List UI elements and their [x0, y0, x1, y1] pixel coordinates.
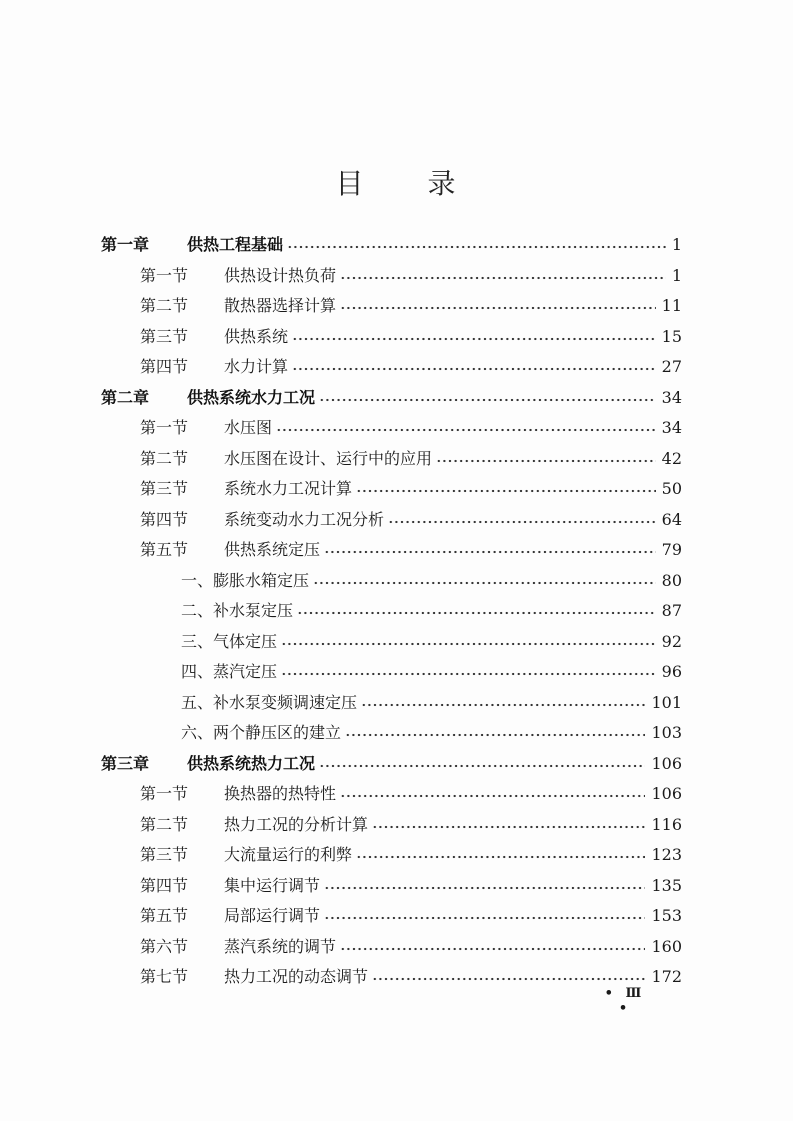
toc-entry-title: 换热器的热特性 — [224, 784, 337, 803]
toc-entry[interactable] — [101, 745, 682, 775]
toc-title-char-1: 目 — [335, 167, 366, 200]
toc-entry-number: 一、 — [181, 570, 214, 590]
toc-entry-label — [140, 905, 320, 927]
toc-entry-number: 第五节 — [140, 906, 189, 925]
toc-dot-leader — [388, 519, 656, 525]
toc-entry-page-number: 103 — [651, 723, 682, 742]
toc-entry[interactable] — [181, 592, 682, 622]
toc-entry-number: 第三章 — [101, 753, 150, 773]
toc-entry-title: 散热器选择计算 — [224, 296, 337, 315]
toc-entry-number: 第一章 — [101, 235, 150, 254]
toc-entry[interactable] — [140, 409, 682, 439]
toc-entry-title: 蒸汽定压 — [213, 662, 278, 681]
toc-entry[interactable] — [140, 348, 682, 378]
toc-entry[interactable] — [140, 531, 682, 561]
toc-entry-number: 第一节 — [140, 418, 189, 437]
toc-entry-number: 第六节 — [140, 936, 189, 956]
toc-entry-number: 第四节 — [140, 509, 189, 529]
toc-dot-leader — [281, 641, 656, 647]
toc-entry-page-number: 135 — [651, 875, 682, 895]
toc-entry-page-number: 92 — [661, 631, 682, 651]
toc-entry-title: 两个静压区的建立 — [213, 723, 342, 742]
toc-entry-page-number: 96 — [661, 662, 682, 681]
toc-dot-leader — [324, 885, 645, 891]
toc-entry[interactable] — [140, 897, 682, 927]
toc-entry-page-number: 64 — [661, 509, 682, 529]
toc-dot-leader — [319, 763, 645, 769]
toc-entry-title: 供热系统 — [224, 326, 289, 346]
toc-entry[interactable] — [140, 440, 682, 470]
toc-entry-title: 气体定压 — [213, 631, 278, 651]
toc-entry-label — [140, 326, 288, 348]
toc-entry-number: 六、 — [181, 723, 214, 742]
toc-entry-page-number: 106 — [651, 753, 682, 773]
toc-entry-page-number: 123 — [651, 845, 682, 864]
toc-entry-label — [181, 570, 309, 592]
toc-entry[interactable] — [140, 318, 682, 348]
toc-dot-leader — [345, 732, 645, 738]
toc-entry-title: 水压图 — [224, 418, 273, 437]
toc-entry-label — [181, 692, 357, 714]
toc-entry-number: 三、 — [181, 631, 214, 651]
toc-entry-title: 膨胀水箱定压 — [213, 570, 310, 590]
toc-entry-label — [140, 936, 336, 958]
toc-dot-leader — [324, 549, 656, 555]
toc-entry-title: 局部运行调节 — [224, 906, 321, 925]
toc-dot-leader — [340, 946, 645, 952]
toc-entry-number: 二、 — [181, 601, 214, 620]
toc-entry-number: 第二节 — [140, 814, 189, 834]
toc-entry-number: 第三节 — [140, 326, 189, 346]
toc-entry-number: 第二章 — [101, 387, 150, 407]
toc-entry[interactable] — [140, 287, 682, 317]
toc-entry-title: 系统变动水力工况分析 — [224, 509, 385, 529]
toc-entry-title: 供热系统水力工况 — [187, 387, 316, 407]
toc-entry-label — [101, 234, 283, 256]
toc-entry[interactable] — [140, 928, 682, 958]
toc-entry-label — [140, 356, 288, 378]
toc-entry[interactable] — [140, 958, 682, 988]
toc-dot-leader — [319, 397, 656, 403]
toc-entry-page-number: 79 — [661, 540, 682, 559]
toc-title-char-2: 录 — [427, 167, 458, 200]
toc-entry-page-number: 80 — [661, 570, 682, 590]
toc-entry-page-number: 87 — [661, 601, 682, 620]
toc-entry-title: 补水泵变频调速定压 — [213, 692, 358, 712]
toc-dot-leader — [361, 702, 645, 708]
toc-entry-label — [101, 753, 315, 775]
toc-entry-page-number: 106 — [651, 784, 682, 803]
toc-entry-label — [140, 814, 368, 836]
toc-dot-leader — [281, 671, 656, 677]
toc-entry[interactable] — [101, 379, 682, 409]
toc-entry-title: 蒸汽系统的调节 — [224, 936, 337, 956]
toc-entry[interactable] — [140, 806, 682, 836]
toc-entry-title: 供热设计热负荷 — [224, 265, 337, 285]
toc-entry-title: 供热工程基础 — [187, 235, 284, 254]
toc-entry-label — [140, 783, 336, 805]
toc-entry-page-number: 153 — [651, 906, 682, 925]
toc-dot-leader — [356, 488, 656, 494]
toc-entry-label — [101, 387, 315, 409]
toc-entry-label — [140, 844, 352, 866]
toc-entry[interactable] — [140, 257, 682, 287]
toc-entry-page-number: 11 — [661, 296, 682, 315]
toc-entry-title: 集中运行调节 — [224, 875, 321, 895]
toc-entry-title: 水力计算 — [224, 357, 289, 376]
toc-dot-leader — [372, 824, 645, 830]
toc-entry-number: 第二节 — [140, 296, 189, 315]
toc-dot-leader — [372, 976, 645, 982]
toc-entry-number: 第四节 — [140, 875, 189, 895]
toc-dot-leader — [340, 275, 666, 281]
toc-entry-number: 第一节 — [140, 265, 189, 285]
toc-dot-leader — [313, 580, 656, 586]
toc-entry-label — [181, 600, 293, 622]
toc-entry-label — [181, 722, 341, 744]
toc-entry-number: 第三节 — [140, 845, 189, 864]
toc-entry-number: 第四节 — [140, 357, 189, 376]
page-folio: • Ⅲ • — [604, 986, 646, 1016]
toc-entry-title: 补水泵定压 — [213, 601, 294, 620]
toc-entry-page-number: 27 — [661, 357, 682, 376]
toc-entry[interactable] — [101, 226, 682, 256]
toc-dot-leader — [287, 244, 666, 250]
toc-entry-page-number: 172 — [651, 967, 682, 986]
toc-entry[interactable] — [181, 714, 682, 744]
toc-entry[interactable] — [181, 684, 682, 714]
toc-entry[interactable] — [181, 623, 682, 653]
toc-entry-label — [140, 539, 320, 561]
toc-entry-label — [140, 448, 432, 470]
toc-entry-number: 第五节 — [140, 540, 189, 559]
toc-entry-number: 第二节 — [140, 448, 189, 468]
toc-entry-page-number: 34 — [661, 387, 682, 407]
toc-entry-page-number: 116 — [651, 814, 682, 834]
toc-entry[interactable] — [140, 775, 682, 805]
toc-entry-label — [140, 509, 384, 531]
toc-entry-number: 第七节 — [140, 967, 189, 986]
toc-entry-label — [140, 875, 320, 897]
toc-entry[interactable] — [140, 501, 682, 531]
toc-entry-number: 五、 — [181, 692, 214, 712]
toc-dot-leader — [356, 854, 645, 860]
toc-entry-label — [140, 417, 272, 439]
toc-dot-leader — [324, 915, 645, 921]
toc-entry-label — [140, 478, 352, 500]
toc-entry-label — [140, 966, 368, 988]
toc-entry-label — [181, 631, 277, 653]
toc-dot-leader — [436, 458, 656, 464]
toc-entry-label — [181, 661, 277, 683]
toc-entry-title: 系统水力工况计算 — [224, 479, 353, 498]
toc-entry-title: 热力工况的动态调节 — [224, 967, 369, 986]
toc-dot-leader — [292, 366, 656, 372]
toc-dot-leader — [340, 305, 656, 311]
toc-entry-page-number: 15 — [661, 326, 682, 346]
toc-entry-number: 第三节 — [140, 479, 189, 498]
toc-entry-page-number: 50 — [661, 479, 682, 498]
toc-dot-leader — [276, 427, 656, 433]
toc-entry[interactable] — [140, 836, 682, 866]
toc-entry-number: 四、 — [181, 662, 214, 681]
toc-entry-title: 供热系统热力工况 — [187, 753, 316, 773]
toc-entry-number: 第一节 — [140, 784, 189, 803]
toc-dot-leader — [297, 610, 656, 616]
toc-dot-leader — [292, 336, 656, 342]
toc-title — [0, 162, 793, 202]
toc-entry-label — [140, 295, 336, 317]
toc-entry-title: 水压图在设计、运行中的应用 — [224, 448, 433, 468]
toc-entry[interactable] — [140, 470, 682, 500]
toc-entry-page-number: 1 — [671, 265, 682, 285]
toc-entry[interactable] — [140, 867, 682, 897]
toc-entry[interactable] — [181, 653, 682, 683]
toc-entry[interactable] — [181, 562, 682, 592]
toc-entry-page-number: 34 — [661, 418, 682, 437]
toc-entry-page-number: 160 — [651, 936, 682, 956]
toc-entry-page-number: 1 — [671, 235, 682, 254]
toc-entry-label — [140, 265, 336, 287]
toc-entry-title: 供热系统定压 — [224, 540, 321, 559]
toc-entry-page-number: 42 — [661, 448, 682, 468]
toc-entry-title: 大流量运行的利弊 — [224, 845, 353, 864]
toc-entry-page-number: 101 — [651, 692, 682, 712]
toc-entry-title: 热力工况的分析计算 — [224, 814, 369, 834]
toc-dot-leader — [340, 793, 645, 799]
